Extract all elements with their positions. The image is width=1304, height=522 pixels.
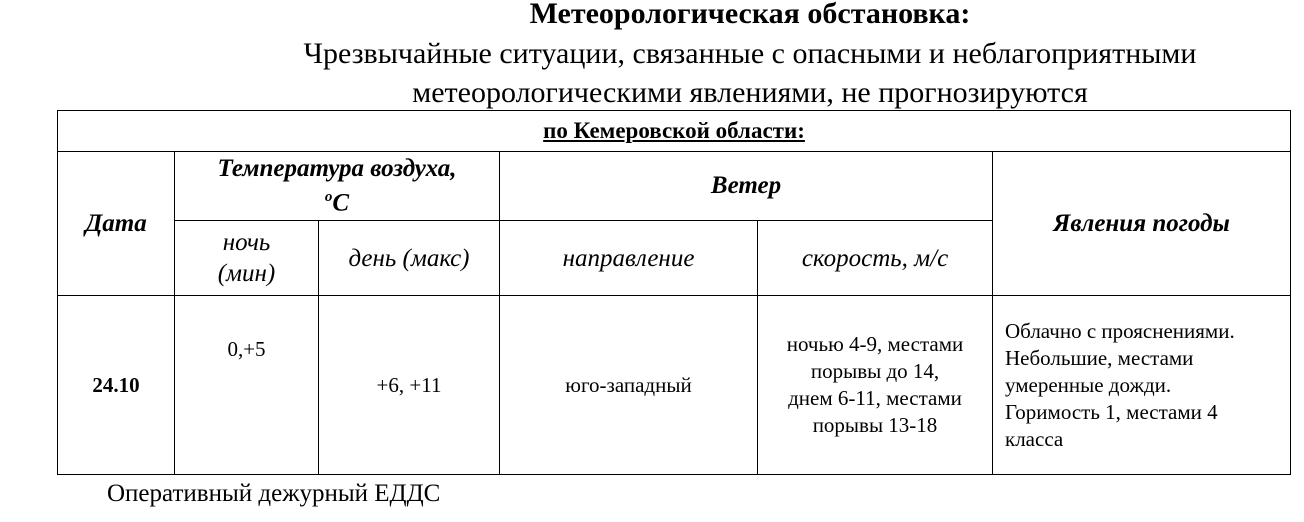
subtitle-line-1: Чрезвычайные ситуации, связанные с опасными и неблагоприятными [303, 37, 1197, 70]
temperature-unit-degree: о [324, 188, 333, 205]
phenomena-line: Небольшие, местами [1005, 345, 1194, 370]
table-row [58, 296, 1291, 475]
document-title: Метеорологическая обстановка: [529, 0, 971, 30]
date-cell: 24.10 [58, 296, 175, 475]
document-subtitle [0, 34, 1304, 112]
phenomena-line: класса [1005, 426, 1064, 451]
wind-header: Ветер [500, 152, 993, 221]
day-max-header: день (макс) [319, 221, 500, 296]
temperature-unit: С [332, 189, 350, 217]
region-row [58, 111, 1291, 152]
night-temp-cell: 0,+5 [175, 296, 319, 475]
temperature-header [175, 152, 500, 221]
wind-speed-line: порывы 13-18 [812, 413, 938, 437]
wind-direction-cell: юго-западный [500, 296, 758, 475]
wind-speed-line: порывы до 14, [810, 359, 940, 383]
wind-speed-header: скорость, м/с [758, 221, 993, 296]
subtitle-line-2: метеорологическими явлениями, не прогнозируются [412, 76, 1088, 109]
night-header-line-1: ночь [222, 229, 271, 256]
phenomena-cell [993, 296, 1291, 475]
wind-speed-line: ночью 4-9, местами [786, 332, 964, 356]
wind-speed-line: днем 6-11, местами [788, 386, 962, 410]
date-header: Дата [58, 152, 175, 296]
temperature-header-label: Температура воздуха, [217, 154, 457, 182]
phenomena-line: Облачно с прояснениями. [1005, 318, 1235, 343]
duty-officer-label: Оперативный дежурный ЕДДС [107, 480, 441, 507]
wind-direction-header: направление [500, 221, 758, 296]
night-min-header [175, 221, 319, 296]
phenomena-header: Явления погоды [993, 152, 1291, 296]
night-header-line-2: (мин) [217, 260, 276, 287]
header-row-1 [58, 152, 1291, 221]
wind-speed-cell [758, 296, 993, 475]
day-temp-cell: +6, +11 [319, 296, 500, 475]
weather-table [57, 110, 1291, 475]
region-header: по Кемеровской области: [58, 111, 1291, 152]
phenomena-line: Горимость 1, местами 4 [1005, 399, 1218, 424]
phenomena-line: умеренные дожди. [1005, 372, 1172, 397]
